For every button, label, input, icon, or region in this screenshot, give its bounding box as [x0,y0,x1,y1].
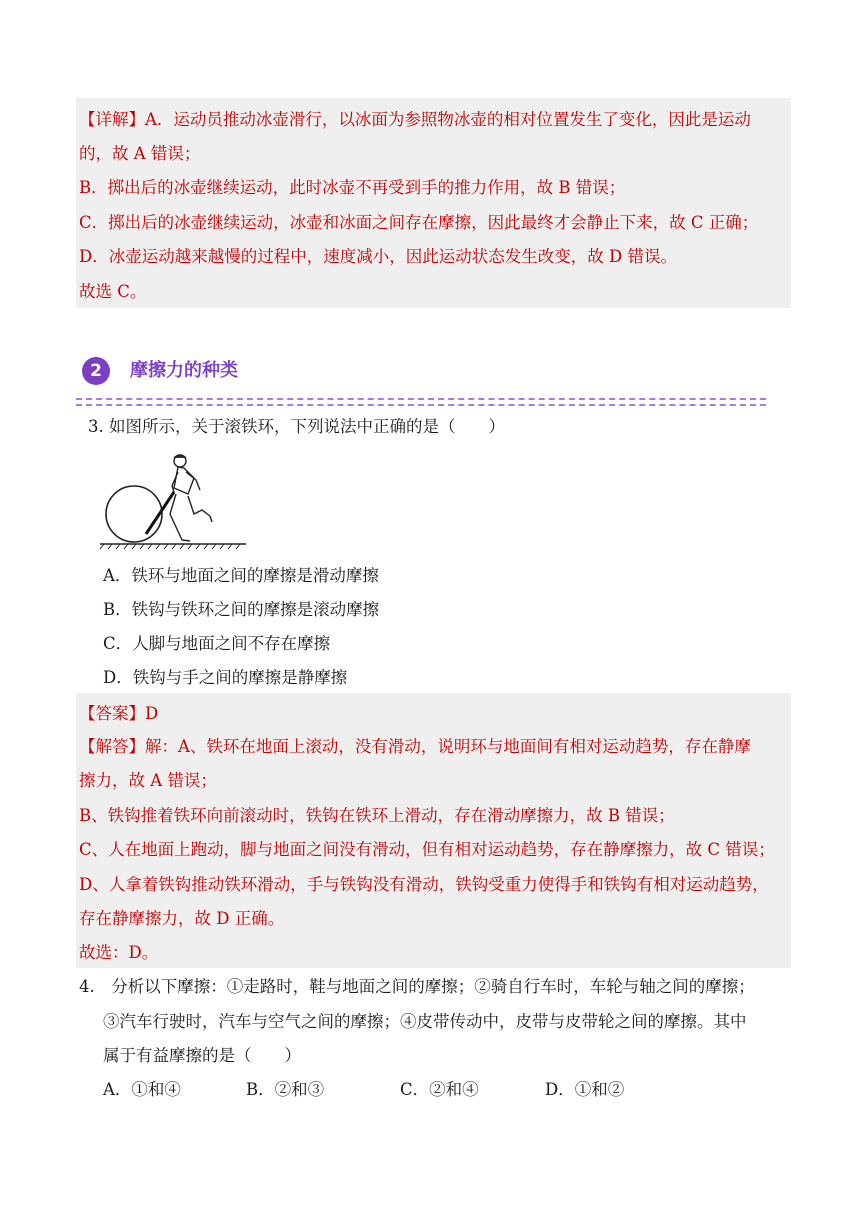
option-b: B．②和③ [246,1080,325,1099]
section-number-badge: 2 [82,357,110,385]
section-divider [76,404,766,406]
analysis-line: C、人在地面上跑动，脚与地面之间没有滑动，但有相对运动趋势，存在静摩擦力，故 C 错误； [79,840,775,859]
section-divider [76,398,766,400]
analysis-line: D、人拿着铁钩推动铁环滑动，手与铁钩没有滑动，铁钩受重力使得手和铁钩有相对运动趋势， [79,875,769,894]
question-stem: ③汽车行驶时，汽车与空气之间的摩擦；④皮带传动中，皮带与皮带轮之间的摩擦。其中 [103,1012,747,1031]
option-c: C．人脚与地面之间不存在摩擦 [103,634,331,653]
analysis-line: 故选：D。 [79,943,159,962]
detail-line: 【详解】A．运动员推动冰壶滑行，以冰面为参照物冰壶的相对位置发生了变化，因此是运动 [79,110,751,129]
answer-line: 【答案】D [79,704,159,723]
option-b: B．铁钩与铁环之间的摩擦是滚动摩擦 [103,600,380,619]
detail-line: 故选 C。 [79,282,147,301]
question-stem: 4. 分析以下摩擦：①走路时，鞋与地面之间的摩擦；②骑自行车时，车轮与轴之间的摩擦； [79,977,755,996]
option-d: D．铁钩与手之间的摩擦是静摩擦 [103,668,348,687]
option-c: C．②和④ [400,1080,479,1099]
option-d: D．①和② [545,1080,625,1099]
analysis-line: 擦力，故 A 错误； [79,771,217,790]
hoop-rolling-figure [98,450,248,555]
question-stem: 3. 如图所示，关于滚铁环，下列说法中正确的是（ ） [88,417,505,436]
detail-line: C．掷出后的冰壶继续运动，冰壶和冰面之间存在摩擦，因此最终才会静止下来，故 C 正确； [79,213,759,232]
option-a: A．①和④ [103,1080,181,1099]
detail-line: B．掷出后的冰壶继续运动，此时冰壶不再受到手的推力作用，故 B 错误； [79,178,626,197]
detail-line: 的，故 A 错误； [79,144,201,163]
option-a: A．铁环与地面之间的摩擦是滑动摩擦 [103,566,379,585]
question-stem: 属于有益摩擦的是（ ） [103,1046,301,1065]
analysis-line: 【解答】解：A、铁环在地面上滚动，没有滑动，说明环与地面间有相对运动趋势，存在静摩 [79,737,751,756]
analysis-line: 存在静摩擦力，故 D 正确。 [79,909,285,928]
analysis-line: B、铁钩推着铁环向前滚动时，铁钩在铁环上滑动，存在滑动摩擦力，故 B 错误； [79,806,675,825]
detail-line: D．冰壶运动越来越慢的过程中，速度减小，因此运动状态发生改变，故 D 错误。 [79,247,677,266]
section-title: 摩擦力的种类 [130,360,238,381]
